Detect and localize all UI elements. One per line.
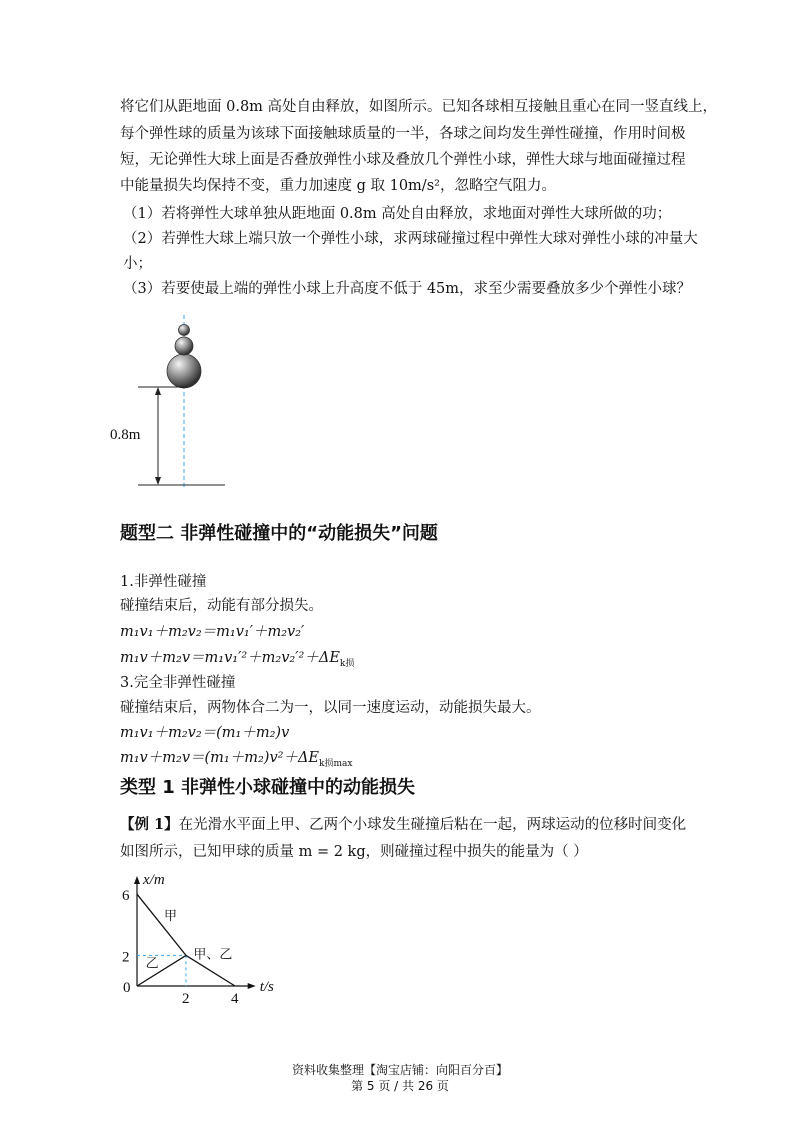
- annotation-jia: 甲: [163, 908, 177, 924]
- large-ball: [167, 354, 201, 388]
- position-time-chart: [115, 868, 315, 1008]
- intro-line-2: 每个弹性球的质量为该球下面接触球质量的一半，各球之间均发生弹性碰撞，作用时间极: [120, 126, 686, 142]
- type-title: 类型 1 非弹性小球碰撞中的动能损失: [120, 777, 416, 798]
- intro-line-4: 中能量损失均保持不变，重力加速度 g 取 10m/s²，忽略空气阻力。: [120, 178, 556, 194]
- example-text-1: 在光滑水平面上甲、乙两个小球发生碰撞后粘在一起，两球运动的位移时间变化: [178, 817, 687, 833]
- formula-4-sub: k损max: [319, 758, 353, 769]
- footer-page-number: 第 5 页 / 共 26 页: [351, 1079, 449, 1093]
- question-3: （3）若要使最上端的弹性小球上升高度不低于 45m，求至少需要叠放多少个弹性小球？: [123, 281, 692, 297]
- stacked-balls-figure: [110, 315, 230, 495]
- formula-2-sub: k损: [339, 658, 355, 669]
- small-ball: [179, 325, 190, 336]
- section-title: 题型二 非弹性碰撞中的“动能损失”问题: [120, 523, 438, 544]
- example-line-2: 如图所示，已知甲球的质量 m = 2 kg，则碰撞过程中损失的能量为（ ）: [120, 844, 588, 860]
- theory-heading-1: 1.非弹性碰撞: [120, 574, 207, 590]
- x-tick-label: 2: [182, 991, 190, 1007]
- intro-line-1: 将它们从距地面 0.8m 高处自由释放，如图所示。已知各球相互接触且重心在同一竖直线上，: [120, 99, 718, 115]
- theory-text-1: 碰撞结束后，动能有部分损失。: [120, 598, 323, 614]
- formula-4: [120, 748, 352, 774]
- y-tick-label: 6: [122, 888, 130, 905]
- footer-source: 资料收集整理【淘宝店铺：向阳百分百】: [291, 1063, 508, 1077]
- origin-label: 0: [123, 980, 131, 996]
- formula-3: m₁v₁＋m₂v₂＝(m₁＋m₂)v: [120, 725, 290, 741]
- annotation-yi: 乙: [145, 955, 159, 971]
- example-tag: 【例 1】: [120, 816, 179, 833]
- theory-text-3: 碰撞结束后，两物体合二为一，以同一速度运动，动能损失最大。: [120, 700, 541, 716]
- question-2b: 小；: [123, 256, 152, 272]
- formula-2: [120, 648, 354, 674]
- series-line-2: [137, 955, 186, 986]
- formula-2-main: m₁v＋m₂v＝m₁v₁′²＋m₂v₂′²＋ΔE: [120, 650, 340, 666]
- series-line-1: [137, 894, 186, 955]
- formula-4-main: m₁v＋m₂v＝(m₁＋m₂)v²＋ΔE: [120, 750, 320, 766]
- annotation-jia-yi: 甲、乙: [193, 946, 233, 962]
- question-2a: （2）若弹性大球上端只放一个弹性小球，求两球碰撞过程中弹性大球对弹性小球的冲量大: [123, 231, 698, 247]
- y-tick-label: 2: [122, 949, 130, 966]
- question-1: （1）若将弹性大球单独从距地面 0.8m 高处自由释放，求地面对弹性大球所做的功；: [123, 206, 672, 222]
- y-axis-arrow: [134, 876, 140, 884]
- middle-ball: [175, 337, 193, 355]
- formula-1: m₁v₁＋m₂v₂＝m₁v₁′＋m₂v₂′: [120, 624, 305, 640]
- y-axis-label: x/m: [143, 871, 165, 888]
- theory-heading-3: 3.完全非弹性碰撞: [120, 675, 236, 691]
- x-tick-label: 4: [231, 991, 239, 1007]
- example-line-1: [120, 815, 686, 835]
- intro-line-3: 短，无论弹性大球上面是否叠放弹性小球及叠放几个弹性小球，弹性大球与地面碰撞过程: [120, 152, 686, 168]
- x-axis-label: t/s: [259, 979, 274, 995]
- x-axis-arrow: [248, 983, 256, 989]
- height-label: 0.8m: [110, 427, 141, 443]
